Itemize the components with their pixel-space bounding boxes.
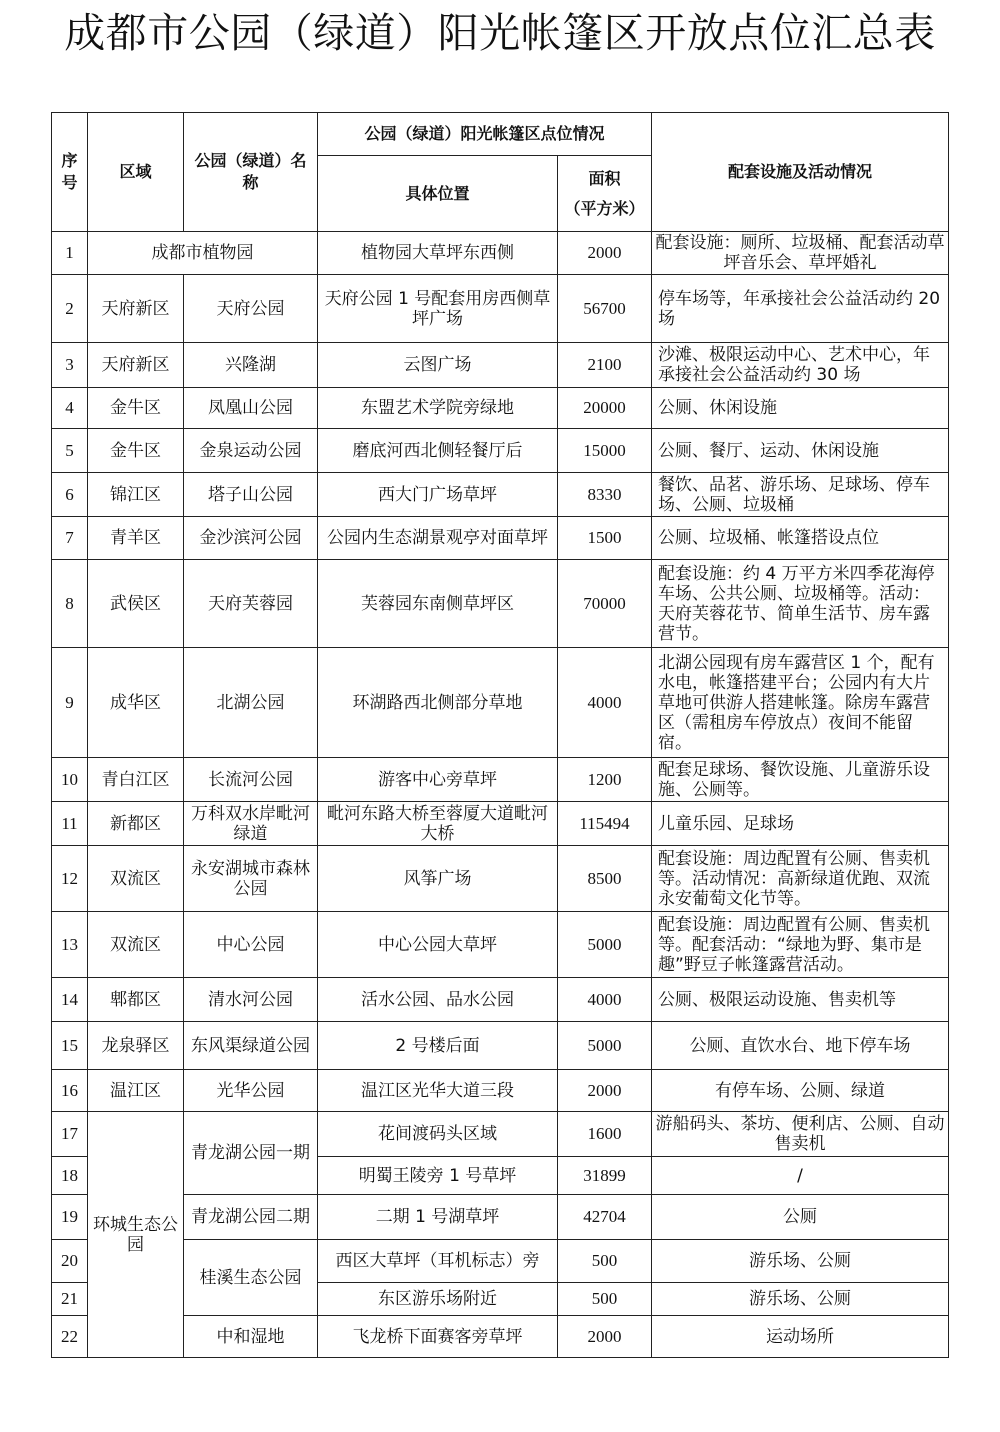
header-seq: 序号: [52, 113, 88, 232]
row-location: 西大门广场草坪: [318, 473, 558, 517]
row-number: 3: [52, 343, 88, 388]
table-row: [52, 1112, 949, 1157]
row-region: 青白江区: [88, 758, 184, 802]
row-park: 天府公园: [184, 275, 318, 343]
row-number: 10: [52, 758, 88, 802]
page-title: 成都市公园（绿道）阳光帐篷区开放点位汇总表: [64, 9, 936, 57]
table-row: [52, 343, 949, 388]
row-facilities: 餐饮、品茗、游乐场、足球场、停车场、公厕、垃圾桶: [652, 473, 949, 517]
row-facilities: 公厕、极限运动设施、售卖机等: [652, 978, 949, 1022]
table-row: [52, 978, 949, 1022]
row-facilities: 儿童乐园、足球场: [652, 802, 949, 846]
row-region: 锦江区: [88, 473, 184, 517]
row-region: 金牛区: [88, 429, 184, 473]
header-row: [52, 113, 949, 156]
row-area: 2000: [558, 1316, 652, 1358]
row-park: 永安湖城市森林公园: [184, 846, 318, 912]
header-region: 区域: [88, 113, 184, 232]
row-region: 天府新区: [88, 343, 184, 388]
row-region: 新都区: [88, 802, 184, 846]
row-area: 5000: [558, 1022, 652, 1070]
table-row: [52, 1022, 949, 1070]
row-facilities: 公厕、垃圾桶、帐篷搭设点位: [652, 517, 949, 560]
row-facilities: 配套设施：厕所、垃圾桶、配套活动草坪音乐会、草坪婚礼: [652, 232, 949, 275]
header-area: [558, 156, 652, 232]
table-row: [52, 846, 949, 912]
row-facilities: 配套设施：周边配置有公厕、售卖机等。活动情况：高新绿道优跑、双流永安葡萄文化节等。: [652, 846, 949, 912]
row-number: 8: [52, 560, 88, 648]
row-number: 6: [52, 473, 88, 517]
row-number: 21: [52, 1283, 88, 1316]
row-facilities: 配套足球场、餐饮设施、儿童游乐设施、公厕等。: [652, 758, 949, 802]
row-park: 长流河公园: [184, 758, 318, 802]
table-row: [52, 802, 949, 846]
row-location: 活水公园、品水公园: [318, 978, 558, 1022]
table-row: [52, 1195, 949, 1240]
row-area: 8330: [558, 473, 652, 517]
row-area: 500: [558, 1240, 652, 1283]
row-facilities: 游乐场、公厕: [652, 1240, 949, 1283]
header-park: 公园（绿道）名称: [184, 113, 318, 232]
row-area: 42704: [558, 1195, 652, 1240]
row-facilities: 配套设施：周边配置有公厕、售卖机等。配套活动：“绿地为野、集市是趣”野豆子帐篷露营活动。: [652, 912, 949, 978]
row-location: 芙蓉园东南侧草坪区: [318, 560, 558, 648]
row-number: 1: [52, 232, 88, 275]
row-facilities: 公厕、直饮水台、地下停车场: [652, 1022, 949, 1070]
row-region: 金牛区: [88, 388, 184, 429]
row-region: 武侯区: [88, 560, 184, 648]
row-area: 5000: [558, 912, 652, 978]
row-location: 飞龙桥下面赛客旁草坪: [318, 1316, 558, 1358]
row-area: 8500: [558, 846, 652, 912]
row-region: 成华区: [88, 648, 184, 758]
row-number: 20: [52, 1240, 88, 1283]
header-group: 公园（绿道）阳光帐篷区点位情况: [318, 113, 652, 156]
row-location: 中心公园大草坪: [318, 912, 558, 978]
row-area: 2100: [558, 343, 652, 388]
row-region: 龙泉驿区: [88, 1022, 184, 1070]
row-area: 56700: [558, 275, 652, 343]
row-park: 北湖公园: [184, 648, 318, 758]
row-number: 11: [52, 802, 88, 846]
row-area: 1500: [558, 517, 652, 560]
row-region: 双流区: [88, 846, 184, 912]
row-facilities: 游乐场、公厕: [652, 1283, 949, 1316]
row-number: 15: [52, 1022, 88, 1070]
row-park: 塔子山公园: [184, 473, 318, 517]
row-number: 4: [52, 388, 88, 429]
row-number: 12: [52, 846, 88, 912]
row-location: 二期 1 号湖草坪: [318, 1195, 558, 1240]
row-number: 22: [52, 1316, 88, 1358]
table-row: [52, 1070, 949, 1112]
row-facilities: 运动场所: [652, 1316, 949, 1358]
row-region: 双流区: [88, 912, 184, 978]
row-region: 郫都区: [88, 978, 184, 1022]
row-facilities: 公厕、餐厅、运动、休闲设施: [652, 429, 949, 473]
table-row: [52, 517, 949, 560]
row-region: 天府新区: [88, 275, 184, 343]
row-location: 温江区光华大道三段: [318, 1070, 558, 1112]
row-area: 15000: [558, 429, 652, 473]
row-location: 磨底河西北侧轻餐厅后: [318, 429, 558, 473]
table-row: [52, 560, 949, 648]
row-facilities: 沙滩、极限运动中心、艺术中心，年承接社会公益活动约 30 场: [652, 343, 949, 388]
row-number: 7: [52, 517, 88, 560]
table-row: [52, 275, 949, 343]
row-area: 115494: [558, 802, 652, 846]
row-area: 2000: [558, 1070, 652, 1112]
row-number: 5: [52, 429, 88, 473]
row-location: 云图广场: [318, 343, 558, 388]
row-park: 中和湿地: [184, 1316, 318, 1358]
row-park: 金泉运动公园: [184, 429, 318, 473]
row-park: 万科双水岸毗河绿道: [184, 802, 318, 846]
row-number: 14: [52, 978, 88, 1022]
row-location: 明蜀王陵旁 1 号草坪: [318, 1157, 558, 1195]
header-facilities: 配套设施及活动情况: [652, 113, 949, 232]
row-location: 西区大草坪（耳机标志）旁: [318, 1240, 558, 1283]
row-location: 游客中心旁草坪: [318, 758, 558, 802]
row-region: 青羊区: [88, 517, 184, 560]
table-row: [52, 758, 949, 802]
row-number: 2: [52, 275, 88, 343]
table-row: [52, 1240, 949, 1283]
row-location: 东区游乐场附近: [318, 1283, 558, 1316]
row-park: 东风渠绿道公园: [184, 1022, 318, 1070]
row-location: 毗河东路大桥至蓉厦大道毗河大桥: [318, 802, 558, 846]
row-location: 花间渡码头区域: [318, 1112, 558, 1157]
tent-area-table: [51, 112, 949, 1358]
header-area-unit: （平方米）: [564, 198, 645, 218]
row-facilities: 游船码头、茶坊、便利店、公厕、自动售卖机: [652, 1112, 949, 1157]
row-area: 4000: [558, 978, 652, 1022]
row-region: 环城生态公园: [88, 1112, 184, 1358]
row-facilities: 停车场等，年承接社会公益活动约 20 场: [652, 275, 949, 343]
row-region: 温江区: [88, 1070, 184, 1112]
table-row: [52, 1316, 949, 1358]
row-number: 13: [52, 912, 88, 978]
row-facilities: 配套设施：约 4 万平方米四季花海停车场、公共公厕、垃圾桶等。活动：天府芙蓉花节、简单生活节、房车露营节。: [652, 560, 949, 648]
row-area: 1200: [558, 758, 652, 802]
row-location: 东盟艺术学院旁绿地: [318, 388, 558, 429]
table-row: [52, 648, 949, 758]
row-park: 光华公园: [184, 1070, 318, 1112]
row-facilities: /: [652, 1157, 949, 1195]
row-area: 31899: [558, 1157, 652, 1195]
row-location: 环湖路西北侧部分草地: [318, 648, 558, 758]
row-park: 清水河公园: [184, 978, 318, 1022]
row-park: 凤凰山公园: [184, 388, 318, 429]
row-park: 青龙湖公园一期: [184, 1112, 318, 1195]
row-area: 1600: [558, 1112, 652, 1157]
row-facilities: 公厕、休闲设施: [652, 388, 949, 429]
row-area: 2000: [558, 232, 652, 275]
row-area: 20000: [558, 388, 652, 429]
row-number: 19: [52, 1195, 88, 1240]
row-location: 公园内生态湖景观亭对面草坪: [318, 517, 558, 560]
row-number: 17: [52, 1112, 88, 1157]
row-number: 16: [52, 1070, 88, 1112]
header-area-label: 面积: [588, 168, 621, 188]
row-area: 70000: [558, 560, 652, 648]
row-area: 4000: [558, 648, 652, 758]
table-row: [52, 473, 949, 517]
table-row: [52, 429, 949, 473]
row-facilities: 北湖公园现有房车露营区 1 个，配有水电，帐篷搭建平台；公园内有大片草地可供游人搭建帐篷。除房车露营区（需租房车停放点）夜间不能留宿。: [652, 648, 949, 758]
table-row: [52, 388, 949, 429]
row-number: 18: [52, 1157, 88, 1195]
row-park: 金沙滨河公园: [184, 517, 318, 560]
row-location: 风筝广场: [318, 846, 558, 912]
row-area: 500: [558, 1283, 652, 1316]
row-park: 天府芙蓉园: [184, 560, 318, 648]
row-location: 植物园大草坪东西侧: [318, 232, 558, 275]
row-region: 成都市植物园: [88, 232, 318, 275]
row-facilities: 公厕: [652, 1195, 949, 1240]
row-park: 桂溪生态公园: [184, 1240, 318, 1316]
header-location: 具体位置: [318, 156, 558, 232]
row-park: 青龙湖公园二期: [184, 1195, 318, 1240]
table-row: [52, 912, 949, 978]
row-location: 2 号楼后面: [318, 1022, 558, 1070]
row-facilities: 有停车场、公厕、绿道: [652, 1070, 949, 1112]
row-number: 9: [52, 648, 88, 758]
row-park: 兴隆湖: [184, 343, 318, 388]
row-location: 天府公园 1 号配套用房西侧草坪广场: [318, 275, 558, 343]
row-park: 中心公园: [184, 912, 318, 978]
table-row: [52, 232, 949, 275]
